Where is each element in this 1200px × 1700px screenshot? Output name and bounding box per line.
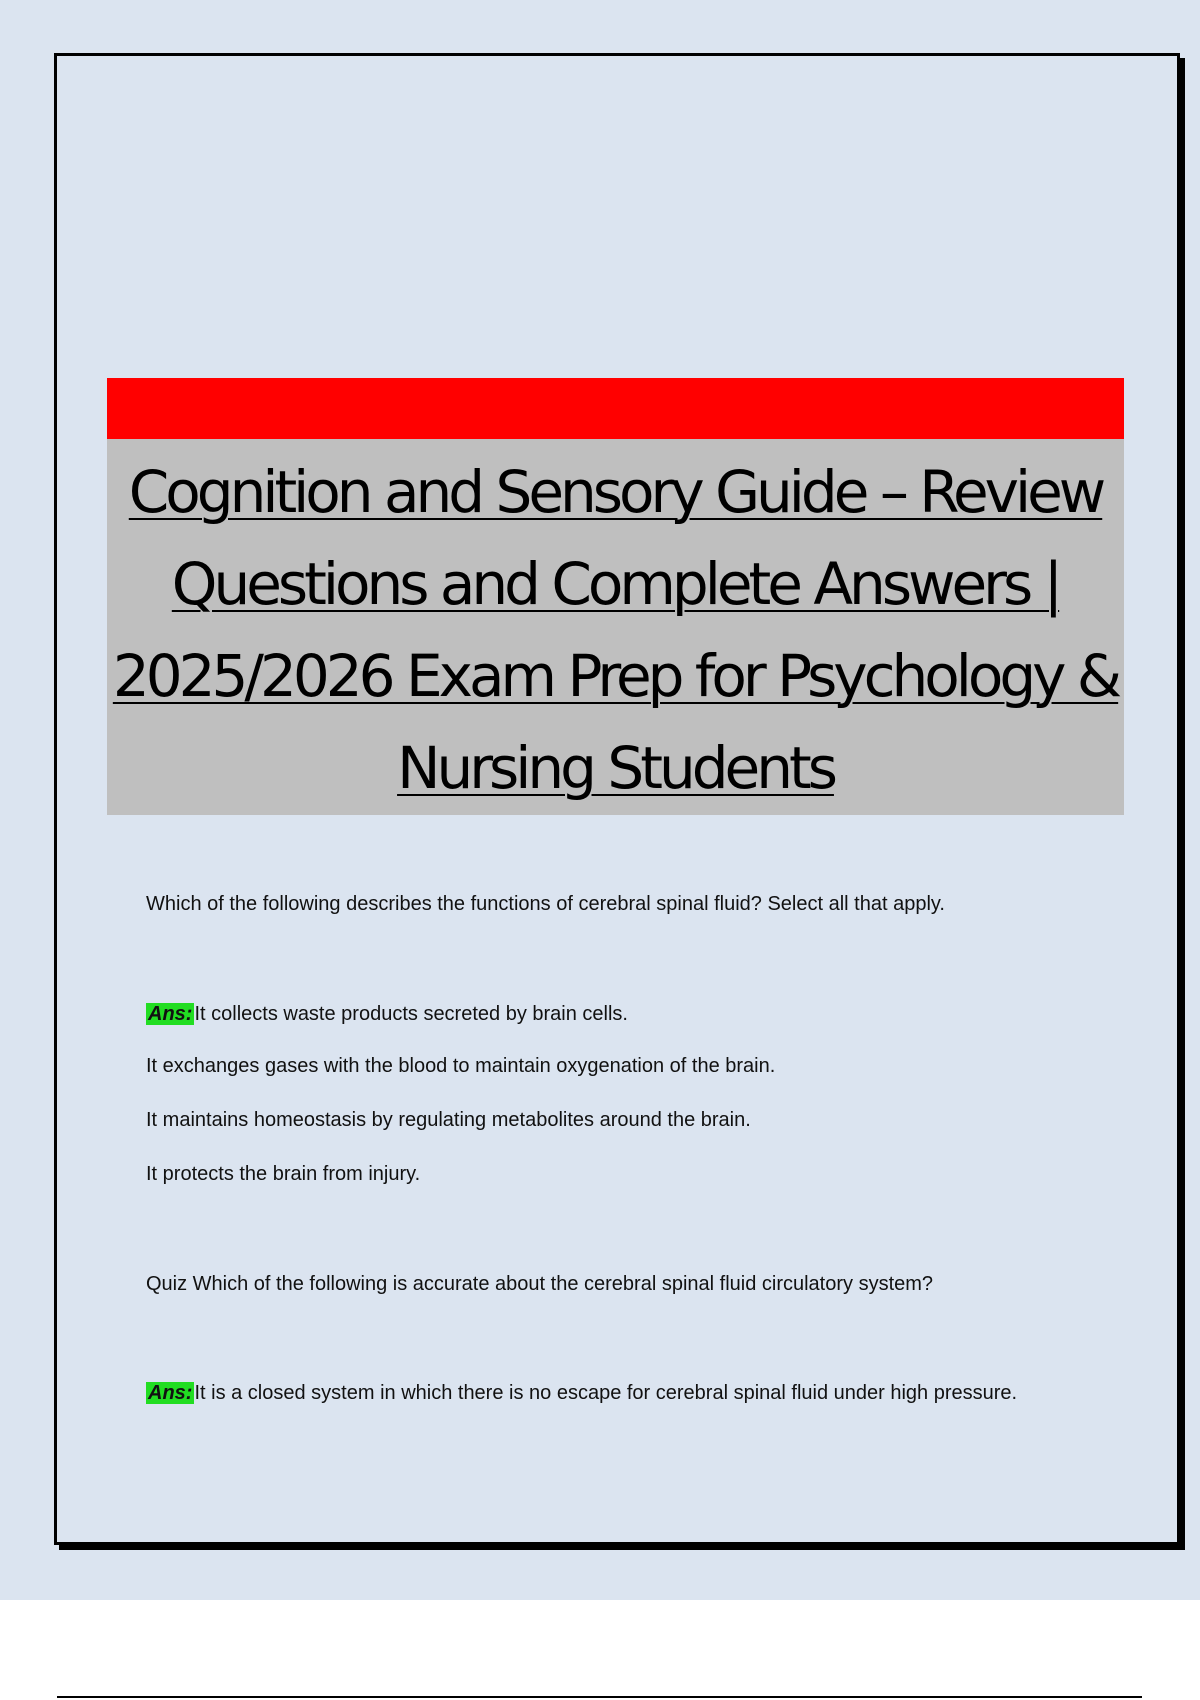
title-line-4: Nursing Students: [397, 734, 834, 802]
option-text: It exchanges gases with the blood to maintain oxygenation of the brain.: [146, 1055, 776, 1077]
footer-divider: [57, 1696, 1142, 1698]
title-line-1: Cognition and Sensory Guide – Review: [128, 458, 1103, 526]
title-line-3: 2025/2026 Exam Prep for Psychology &: [112, 642, 1119, 710]
document-title: [107, 446, 1124, 814]
answer-2: [146, 1377, 1046, 1410]
answer-1-text: It collects waste products secreted by brain cells.: [194, 1003, 628, 1025]
question-2: Quiz Which of the following is accurate about the cerebral spinal fluid circulatory system?: [146, 1273, 934, 1295]
answer-1: [146, 998, 628, 1031]
title-banner-red-bar: [107, 378, 1124, 439]
question-1: Which of the following describes the functions of cerebral spinal fluid? Select all that apply.: [146, 893, 945, 915]
answer-label: Ans:: [148, 1382, 193, 1404]
answer-2-text: It is a closed system in which there is no escape for cerebral spinal fluid under high pressure.: [194, 1382, 1018, 1404]
title-line-2: Questions and Complete Answers |: [171, 550, 1060, 618]
answer-label: Ans:: [148, 1003, 193, 1025]
option-text: It protects the brain from injury.: [146, 1163, 421, 1185]
option-text: It maintains homeostasis by regulating metabolites around the brain.: [146, 1109, 751, 1131]
